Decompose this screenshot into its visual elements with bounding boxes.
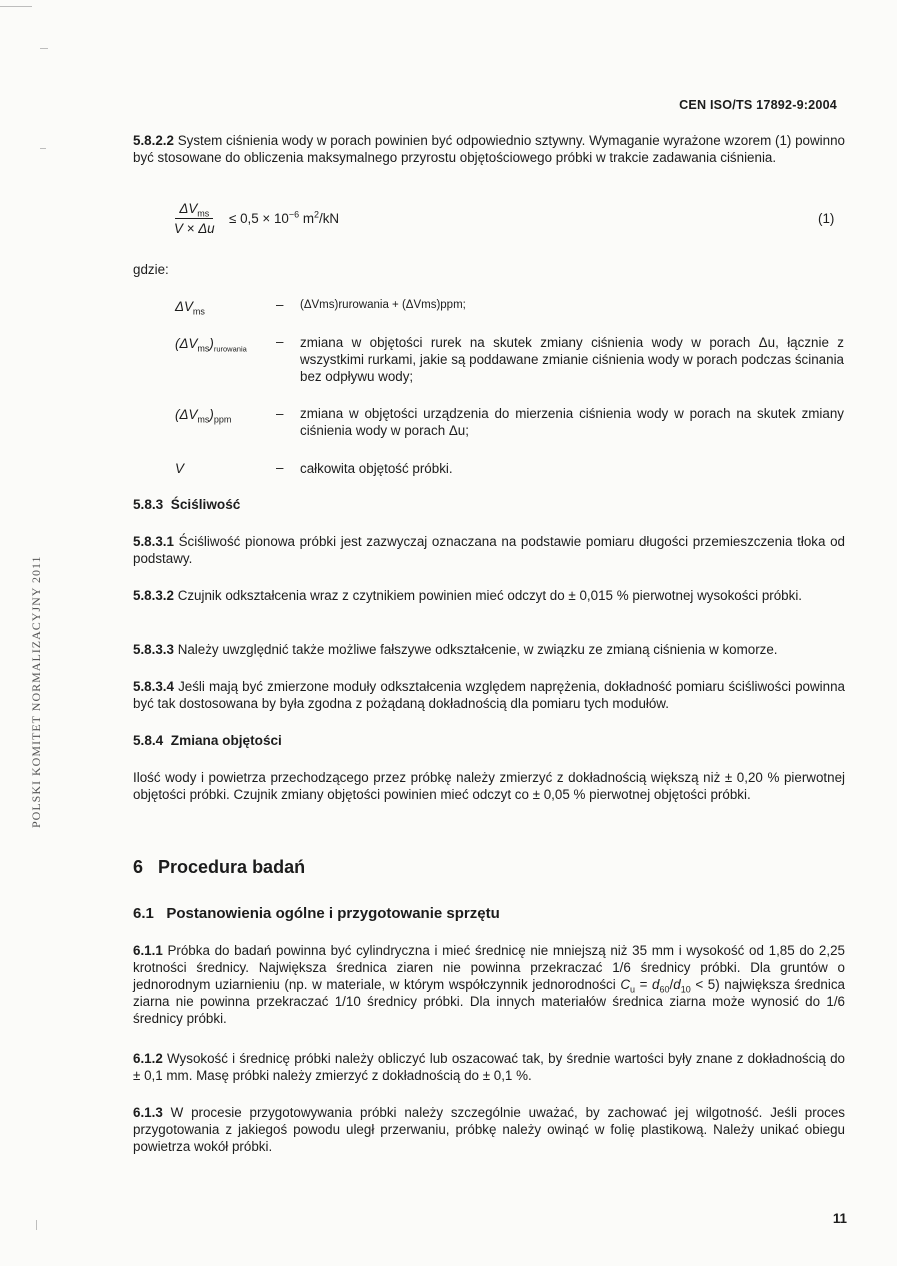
scan-mark	[0, 6, 32, 7]
definition-dash: –	[276, 297, 284, 312]
paragraph-5-8-3-3: 5.8.3.3 Należy uwzględnić także możliwe fałszywe odkształcenie, w związku ze zmianą ciśnienia w komorze.	[133, 642, 778, 657]
where-label: gdzie:	[133, 262, 169, 277]
heading-5-8-3: 5.8.3 Ściśliwość	[133, 497, 241, 512]
symbol-delta-vms: $\Delta V_{ms}$	[175, 299, 205, 317]
heading-5-8-4: 5.8.4 Zmiana objętości	[133, 733, 282, 748]
definition-text: całkowita objętość próbki.	[300, 461, 453, 476]
paragraph-5-8-2-2	[133, 132, 845, 166]
formula-numerator: $\Delta V_{ms}$	[175, 200, 213, 219]
scan-mark	[40, 148, 46, 149]
paragraph-6-1-3: 6.1.3 W procesie przygotowywania próbki należy szczególnie uważać, by zachować jej wilgotność. Jeśli proces przygotowania z jakiegoś powodu uległ przerwaniu, próbkę należy owinąć w folię plastikową. Należy unikać obiegu powietrza wokół próbki.	[133, 1105, 845, 1154]
paragraph-5-8-3-4: 5.8.3.4 Jeśli mają być zmierzone moduły odkształcenia względem naprężenia, dokładność pomiaru ściśliwości powinna być tak dostosowana by była zgodna z pożądaną dokładnością dla pomiaru tych modułów.	[133, 679, 845, 711]
formula-fraction	[174, 200, 215, 237]
paragraph-number: 5.8.2.2	[133, 133, 174, 148]
page-number: 11	[832, 1211, 847, 1226]
symbol-delta-vms-rurowania: $(\Delta V_{ms})_{rurowania}$	[175, 336, 247, 354]
paragraph-6-1-2: 6.1.2 Wysokość i średnicę próbki należy obliczyć lub oszacować tak, by średnie wartości były znane z dokładnością do ± 0,1 mm. Masę próbki należy zmierzyć z dokładnością do ± 0,1 %.	[133, 1051, 845, 1083]
scan-mark	[40, 48, 48, 49]
definition-dash: –	[276, 334, 284, 349]
definition-text: zmiana w objętości urządzenia do mierzenia ciśnienia wody w porach na skutek zmiany ciśnienia wody w porach Δu;	[300, 406, 844, 438]
definition-dash: –	[276, 460, 284, 475]
paragraph-5-8-4: Ilość wody i powietrza przechodzącego przez próbkę należy zmierzyć z dokładnością większą niż ± 0,20 % pierwotnej objętości próbki. Czujnik zmiany objętości powinien mieć odczyt co ± 0,05 % pierwotnej objętości próbki.	[133, 770, 845, 802]
symbol-v: V	[175, 461, 184, 476]
paragraph-6-1-1: 6.1.1 Próbka do badań powinna być cylindryczna i mieć średnicę nie mniejszą niż 35 mm i wysokość od 1,85 do 2,25 krotności średnicy. Największa średnica ziaren nie powinna przekraczać 1/6 średnicy próbki. Dla gruntów o jednorodnym uziarnieniu (np. w materiale, w którym współczynnik jednorodności $C_u = d_{60}/d_{10} < 5$) największa średnica ziarna nie powinna przekraczać 1/10 średnicy próbki. Dla innych materiałów średnica ziarna może wynosić do 1/6 średnicy próbki.	[133, 943, 845, 1026]
definition-text: (ΔVms)rurowania + (ΔVms)ppm;	[300, 299, 466, 311]
definition-text: zmiana w objętości rurek na skutek zmiany ciśnienia wody w porach Δu, łącznie z wszystkimi rurkami, jakie są poddawane zmianie ciśnienia wody w porach podczas ścinania bez odpływu wody;	[300, 335, 844, 384]
heading-section-6: 6 Procedura badań	[133, 857, 306, 877]
formula-denominator: V × Δu	[174, 221, 215, 236]
scan-mark	[36, 1220, 37, 1230]
paragraph-5-8-3-1: 5.8.3.1 Ściśliwość pionowa próbki jest zazwyczaj oznaczana na podstawie pomiaru długości przemieszczenia tłoka od podstawy.	[133, 534, 845, 566]
definition-dash: –	[276, 406, 284, 421]
side-stamp: POLSKI KOMITET NORMALIZACYJNY 2011	[29, 555, 43, 828]
paragraph-text: System ciśnienia wody w porach powinien być odpowiednio sztywny. Wymaganie wyrażone wzorem (1) powinno być stosowane do obliczenia maksymalnego przyrostu objętościowego próbki w trakcie zadawania ciśnienia.	[133, 133, 845, 165]
symbol-delta-vms-ppm: $(\Delta V_{ms})_{ppm}$	[175, 407, 232, 425]
paragraph-5-8-3-2: 5.8.3.2 Czujnik odkształcenia wraz z czytnikiem powinien mieć odczyt do ± 0,015 % pierwotnej wysokości próbki.	[133, 588, 803, 603]
formula-rhs: ≤ $0,5 \times 10^{-6}$ $m^2/kN$	[229, 209, 340, 226]
heading-6-1: 6.1 Postanowienia ogólne i przygotowanie sprzętu	[133, 905, 500, 922]
document-id-header: CEN ISO/TS 17892-9:2004	[679, 98, 837, 112]
formula-number: (1)	[818, 211, 835, 226]
